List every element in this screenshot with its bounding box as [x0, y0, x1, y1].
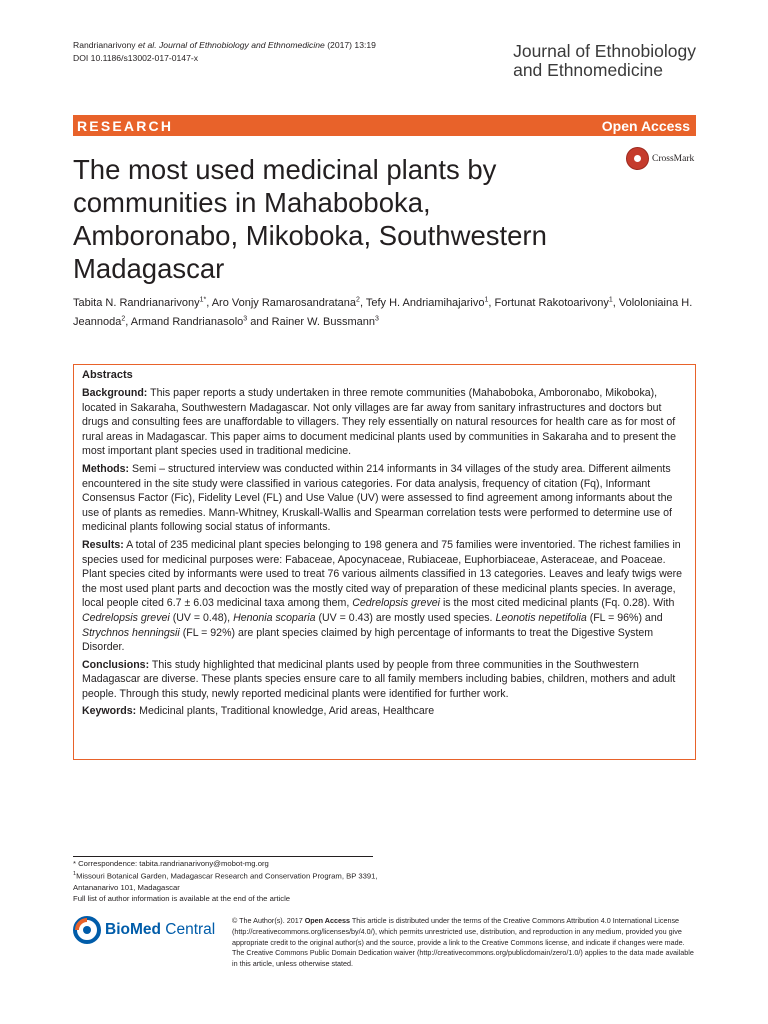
methods-label: Methods: — [82, 462, 130, 475]
citation-etal: et al. — [137, 40, 157, 50]
methods-text: Semi – structured interview was conducted within 214 informants in 34 villages of the study area. Different ailments encountered in the site study were classified in various categories. For data analysis, frequency of citation (Fq), Informant Consensus Factor (Fic), Fidelity Level (FL) and Use Value (UV) were assessed to find agreement among informants about the use of plants as remedies. Mann-Whitney, Kruskall-Wallis and Spearman correlation tests were performed to determine use of medicinal plants following social status of informants. — [82, 462, 673, 534]
journal-name-line1: Journal of Ethnobiology — [513, 41, 696, 61]
research-banner — [73, 115, 696, 136]
species-name: Cedrelopsis grevei — [82, 611, 170, 624]
author-info-note: Full list of author information is available at the end of the article — [73, 894, 291, 904]
abstract-background — [82, 386, 687, 459]
publisher-name-bold: BioMed — [105, 921, 161, 938]
correspondence-note[interactable]: * Correspondence: tabita.randrianarivony@mobot-mg.org — [73, 859, 269, 868]
species-name: Cedrelopsis grevei — [352, 597, 440, 610]
abstract-box — [73, 364, 696, 760]
journal-name-line2: and Ethnomedicine — [513, 60, 663, 80]
publisher-name-regular: Central — [165, 921, 216, 938]
abstract-results — [82, 538, 687, 655]
biomed-central-logo-icon — [73, 916, 101, 944]
footnote-divider — [73, 856, 373, 857]
results-text: (FL = 92%) are plant species claimed by high percentage of informants to treat the Digestive System Disorder. — [82, 626, 654, 654]
author-name[interactable]: Vololoniaina H. Jeannoda — [73, 297, 693, 328]
license-text: This article is distributed under the terms of the Creative Commons Attribution 4.0 International License (http://creativecommons.org/licenses/by/4.0/), which permits unrestricted use, distribution, and reproduction in any medium, provided you give appropriate credit to the original author(s) and the source, provide a link to the Creative Commons license, and indicate if changes were made. The Creative Commons Public Domain Dedication waiver (http://creativecommons.org/publicdomain/zero/1.0/) applies to the data made available in this article, unless otherwise stated. — [232, 916, 694, 969]
abstract-conclusions — [82, 658, 687, 702]
author-affiliation-marker: 3 — [243, 315, 248, 323]
species-name: Strychnos henningsii — [82, 626, 180, 639]
author-name[interactable]: Tefy H. Andriamihajarivo — [365, 297, 485, 309]
author-name[interactable]: Armand Randrianasolo — [130, 316, 244, 328]
abstract-heading: Abstracts — [82, 369, 133, 381]
author-name[interactable]: Aro Vonjy Ramarosandratana — [211, 297, 357, 309]
author-name[interactable]: Rainer W. Bussmann — [271, 316, 375, 328]
background-label: Background: — [82, 387, 148, 399]
doi-line[interactable]: DOI 10.1186/s13002-017-0147-x — [73, 53, 199, 63]
license-copyright: © The Author(s). 2017 — [232, 916, 303, 925]
license-open-access: Open Access — [304, 916, 350, 925]
publisher-name — [105, 921, 215, 939]
author-name[interactable]: Fortunat Rakotoarivony — [494, 297, 609, 309]
results-text: (UV = 0.43) are mostly used species. — [318, 611, 493, 624]
background-text: This paper reports a study undertaken in three remote communities (Mahaboboka, Amboronabo, Mikoboka), located in Sakaraha, Southwestern Madagascar. Not only villages are far away from sanitary infrastructures and doctors but drugs and consulting fees are unaffordable to villagers. They rely essentially on natural resources for health care as for most of rural areas in Madagascar. This paper aims to document medicinal plants used by communities in Sakaraha and to present the most important plant species used in traditional medicine. — [82, 387, 676, 458]
open-access-label: Open Access — [601, 117, 690, 134]
abstract-keywords — [82, 704, 687, 719]
conclusions-text: This study highlighted that medicinal plants used by people from three communities in the Southwestern Madagascar are diverse. These plants species ensure care to all family members including babies, children, mothers and adult people. Through this study, newly reported medicinal plants were identified for further work. — [82, 658, 676, 700]
author-conjunction: and — [250, 316, 269, 328]
author-affiliation-marker: 1 — [484, 296, 489, 304]
affiliation-text: Missouri Botanical Garden, Madagascar Research and Conservation Program, BP 3391, Antananarivo 101, Madagascar — [73, 871, 378, 893]
article-title: The most used medicinal plants by communities in Mahaboboka, Amboronabo, Mikoboka, Southwestern Madagascar — [73, 154, 547, 284]
species-name: Henonia scoparia — [233, 611, 316, 624]
author-affiliation-marker: 3 — [374, 315, 379, 323]
author-list: Tabita N. Randrianarivony$^{1*}$, Aro Vonjy Ramarosandratana$^2$, Tefy H. Andriamihajarivo$^1$, Fortunat Rakotoarivony$^1$, Vololoniaina H. Jeannoda$^2$, Armand Randrianasolo$^3$ and Rainer W. Bussmann$^3$ — [73, 296, 693, 328]
results-text: (UV = 0.48), — [172, 611, 231, 624]
results-label: Results: — [82, 538, 124, 551]
citation-header — [73, 39, 376, 65]
citation-line — [73, 39, 376, 52]
journal-brand[interactable] — [513, 42, 696, 80]
abstract-methods — [82, 462, 687, 535]
crossmark-badge[interactable] — [626, 147, 694, 170]
conclusions-label: Conclusions: — [82, 658, 150, 671]
license-statement — [232, 916, 697, 970]
publisher-logo[interactable] — [73, 916, 215, 944]
affiliation-marker: 1 — [73, 871, 77, 878]
results-text: A total of 235 medicinal plant species belonging to 198 genera and 75 families were inventoried. The richest families in species used for medicinal purposes were: Fabaceae, Apocynaceae, Rubiaceae, Euphorbiaceae, Asteraceae, and Poaceae. Plant species cited by informants were used to treat 76 various ailments classified in 13 categories. Leaves and leafy twigs were the most used plant parts and decoction was the mostly cited way of preparation of these medicinal plants species. In average, local people cited 6.7 ± 6.03 medicinal taxa among them, — [82, 538, 683, 610]
author-affiliation-marker: 2 — [356, 296, 360, 304]
author-name[interactable]: Tabita N. Randrianarivony — [73, 297, 200, 309]
article-type-label: RESEARCH — [77, 117, 174, 134]
keywords-label: Keywords: — [82, 705, 137, 718]
footnotes — [73, 858, 393, 905]
crossmark-icon — [626, 147, 649, 170]
author-affiliation-marker: 2 — [121, 315, 126, 323]
author-affiliation-marker: 1* — [199, 296, 207, 304]
crossmark-label: CrossMark — [652, 153, 695, 164]
citation-authors: Randrianarivony — [73, 40, 136, 50]
results-text: (FL = 96%) and — [589, 611, 663, 624]
citation-year-volume: (2017) 13:19 — [327, 40, 376, 50]
affiliation-note — [73, 869, 393, 893]
results-text: is the most cited medicinal plants (Fq. 0.28). With — [442, 597, 675, 610]
author-affiliation-marker: 1 — [608, 296, 613, 304]
species-name: Leonotis nepetifolia — [495, 611, 587, 624]
citation-journal: Journal of Ethnobiology and Ethnomedicine — [159, 40, 325, 50]
keywords-text: Medicinal plants, Traditional knowledge, Arid areas, Healthcare — [139, 705, 435, 718]
